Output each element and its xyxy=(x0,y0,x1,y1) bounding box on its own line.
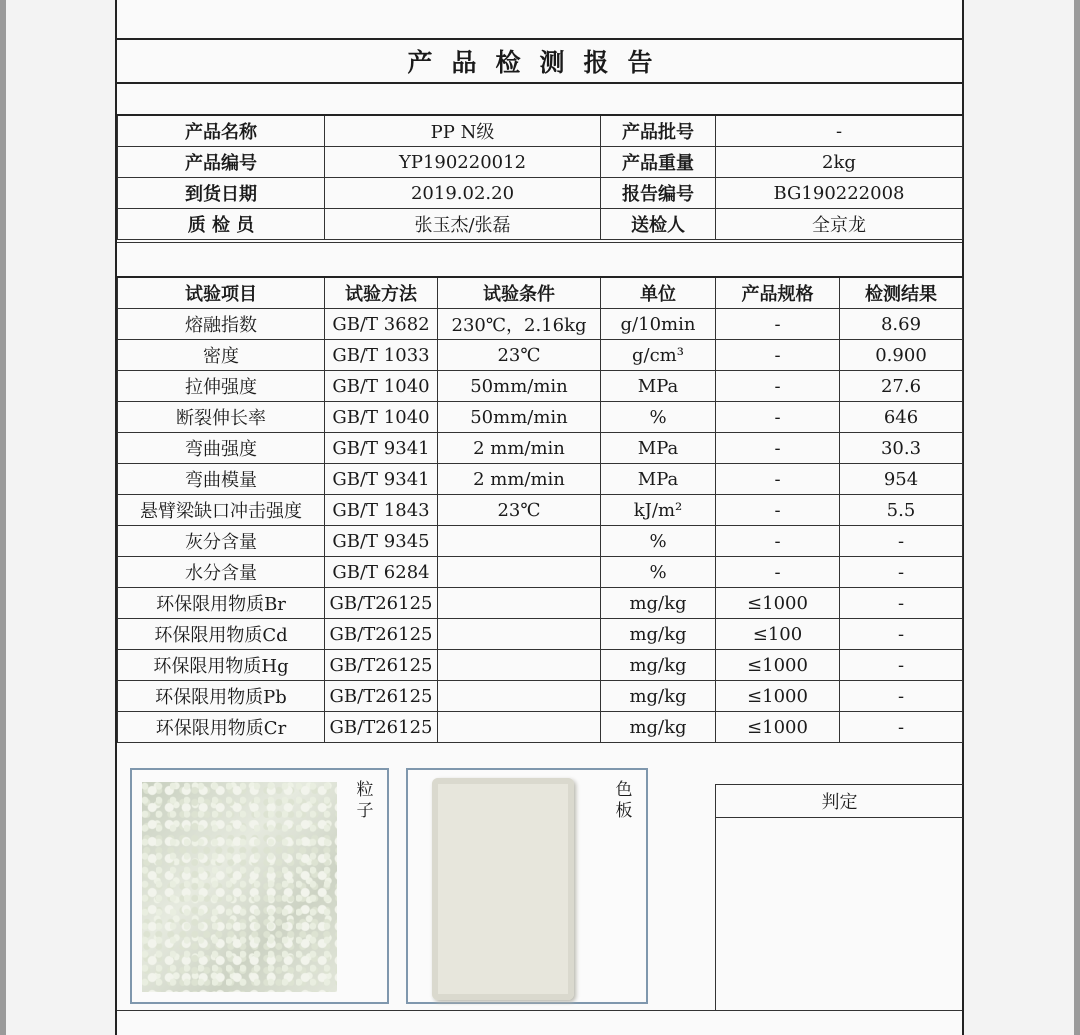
cell-spec: - xyxy=(716,495,840,526)
info-value: 2kg xyxy=(716,147,963,178)
cell-test-condition: 23℃ xyxy=(438,340,601,371)
cell-test-method: GB/T26125 xyxy=(325,712,438,743)
cell-test-condition xyxy=(438,681,601,712)
cell-spec: - xyxy=(716,557,840,588)
cell-test-method: GB/T 3682 xyxy=(325,309,438,340)
cell-spec: - xyxy=(716,371,840,402)
cell-test-condition xyxy=(438,650,601,681)
cell-test-item: 密度 xyxy=(118,340,325,371)
cell-result: - xyxy=(840,619,963,650)
cell-unit: MPa xyxy=(601,464,716,495)
granules-photo xyxy=(142,782,337,992)
cell-test-method: GB/T 9345 xyxy=(325,526,438,557)
cell-result: 646 xyxy=(840,402,963,433)
cell-test-item: 熔融指数 xyxy=(118,309,325,340)
report-title: 产品检测报告 xyxy=(117,38,962,84)
cell-unit: mg/kg xyxy=(601,619,716,650)
cell-test-method: GB/T 6284 xyxy=(325,557,438,588)
cell-unit: g/10min xyxy=(601,309,716,340)
info-label: 送检人 xyxy=(601,209,716,240)
test-row xyxy=(118,495,963,526)
test-row xyxy=(118,371,963,402)
cell-spec: ≤1000 xyxy=(716,588,840,619)
test-row xyxy=(118,712,963,743)
cell-test-method: GB/T26125 xyxy=(325,681,438,712)
cell-spec: ≤1000 xyxy=(716,712,840,743)
cell-test-method: GB/T 1033 xyxy=(325,340,438,371)
cell-result: - xyxy=(840,650,963,681)
info-label: 报告编号 xyxy=(601,178,716,209)
cell-test-item: 悬臂梁缺口冲击强度 xyxy=(118,495,325,526)
granules-photo-box xyxy=(130,768,389,1004)
cell-test-item: 环保限用物质Pb xyxy=(118,681,325,712)
cell-test-item: 断裂伸长率 xyxy=(118,402,325,433)
header-test-item: 试验项目 xyxy=(118,277,325,309)
info-label: 产品名称 xyxy=(118,115,325,147)
test-row xyxy=(118,464,963,495)
cell-test-item: 环保限用物质Br xyxy=(118,588,325,619)
info-value: YP190220012 xyxy=(325,147,601,178)
window-edge-left xyxy=(0,0,6,1035)
test-row xyxy=(118,433,963,464)
cell-unit: MPa xyxy=(601,371,716,402)
info-row xyxy=(118,178,963,209)
info-value: PP N级 xyxy=(325,115,601,147)
cell-test-item: 水分含量 xyxy=(118,557,325,588)
cell-spec: - xyxy=(716,309,840,340)
cell-result: 8.69 xyxy=(840,309,963,340)
cell-unit: MPa xyxy=(601,433,716,464)
cell-test-condition: 23℃ xyxy=(438,495,601,526)
cell-unit: mg/kg xyxy=(601,681,716,712)
test-row xyxy=(118,526,963,557)
info-row xyxy=(118,209,963,240)
cell-unit: % xyxy=(601,557,716,588)
bottom-divider xyxy=(117,1010,962,1011)
cell-result: 5.5 xyxy=(840,495,963,526)
cell-spec: - xyxy=(716,402,840,433)
test-row xyxy=(118,402,963,433)
cell-unit: mg/kg xyxy=(601,650,716,681)
info-value: - xyxy=(716,115,963,147)
cell-test-method: GB/T26125 xyxy=(325,650,438,681)
cell-test-method: GB/T 1040 xyxy=(325,371,438,402)
cell-test-method: GB/T 9341 xyxy=(325,433,438,464)
cell-spec: - xyxy=(716,464,840,495)
cell-result: - xyxy=(840,588,963,619)
cell-unit: % xyxy=(601,526,716,557)
cell-unit: kJ/m² xyxy=(601,495,716,526)
judgement-label: 判定 xyxy=(716,785,963,818)
plaque-caption: 色板 xyxy=(615,780,633,821)
report-sheet xyxy=(115,0,964,1035)
cell-result: - xyxy=(840,526,963,557)
cell-test-item: 环保限用物质Cd xyxy=(118,619,325,650)
cell-test-condition: 230℃，2.16kg xyxy=(438,309,601,340)
cell-spec: - xyxy=(716,433,840,464)
cell-spec: ≤1000 xyxy=(716,650,840,681)
product-info-table xyxy=(117,114,963,240)
header-spec: 产品规格 xyxy=(716,277,840,309)
cell-test-item: 灰分含量 xyxy=(118,526,325,557)
cell-test-condition xyxy=(438,712,601,743)
cell-spec: ≤1000 xyxy=(716,681,840,712)
header-unit: 单位 xyxy=(601,277,716,309)
window-edge-right xyxy=(1074,0,1080,1035)
cell-result: 30.3 xyxy=(840,433,963,464)
info-label: 质 检 员 xyxy=(118,209,325,240)
test-row xyxy=(118,681,963,712)
test-row xyxy=(118,619,963,650)
info-row xyxy=(118,147,963,178)
color-plaque-photo xyxy=(432,778,574,1000)
cell-test-condition xyxy=(438,619,601,650)
cell-test-item: 拉伸强度 xyxy=(118,371,325,402)
cell-result: - xyxy=(840,681,963,712)
cell-test-method: GB/T 1843 xyxy=(325,495,438,526)
test-row xyxy=(118,309,963,340)
info-label: 产品批号 xyxy=(601,115,716,147)
cell-test-condition: 2 mm/min xyxy=(438,464,601,495)
cell-test-condition xyxy=(438,588,601,619)
cell-unit: mg/kg xyxy=(601,712,716,743)
cell-unit: g/cm³ xyxy=(601,340,716,371)
cell-unit: mg/kg xyxy=(601,588,716,619)
cell-result: - xyxy=(840,712,963,743)
info-label: 产品重量 xyxy=(601,147,716,178)
test-header-row xyxy=(118,277,963,309)
cell-test-condition xyxy=(438,526,601,557)
cell-test-item: 环保限用物质Cr xyxy=(118,712,325,743)
info-label: 到货日期 xyxy=(118,178,325,209)
cell-spec: ≤100 xyxy=(716,619,840,650)
test-row xyxy=(118,650,963,681)
cell-spec: - xyxy=(716,526,840,557)
section-divider xyxy=(117,242,962,243)
info-value: 全京龙 xyxy=(716,209,963,240)
cell-test-condition: 50mm/min xyxy=(438,371,601,402)
test-row xyxy=(118,340,963,371)
cell-test-condition: 2 mm/min xyxy=(438,433,601,464)
info-value: 张玉杰/张磊 xyxy=(325,209,601,240)
header-test-condition: 试验条件 xyxy=(438,277,601,309)
header-test-method: 试验方法 xyxy=(325,277,438,309)
cell-result: 954 xyxy=(840,464,963,495)
cell-test-method: GB/T26125 xyxy=(325,619,438,650)
info-label: 产品编号 xyxy=(118,147,325,178)
cell-test-method: GB/T 1040 xyxy=(325,402,438,433)
test-row xyxy=(118,557,963,588)
cell-test-method: GB/T26125 xyxy=(325,588,438,619)
test-results-table xyxy=(117,276,963,743)
granules-caption: 粒子 xyxy=(356,780,374,821)
cell-result: - xyxy=(840,557,963,588)
cell-test-item: 弯曲模量 xyxy=(118,464,325,495)
color-plaque-photo-box xyxy=(406,768,648,1004)
info-row xyxy=(118,115,963,147)
info-value: 2019.02.20 xyxy=(325,178,601,209)
cell-test-item: 环保限用物质Hg xyxy=(118,650,325,681)
cell-unit: % xyxy=(601,402,716,433)
cell-test-condition xyxy=(438,557,601,588)
judgement-box xyxy=(715,784,963,1011)
cell-result: 0.900 xyxy=(840,340,963,371)
header-result: 检测结果 xyxy=(840,277,963,309)
cell-test-item: 弯曲强度 xyxy=(118,433,325,464)
cell-result: 27.6 xyxy=(840,371,963,402)
info-value: BG190222008 xyxy=(716,178,963,209)
cell-spec: - xyxy=(716,340,840,371)
cell-test-method: GB/T 9341 xyxy=(325,464,438,495)
cell-test-condition: 50mm/min xyxy=(438,402,601,433)
test-row xyxy=(118,588,963,619)
